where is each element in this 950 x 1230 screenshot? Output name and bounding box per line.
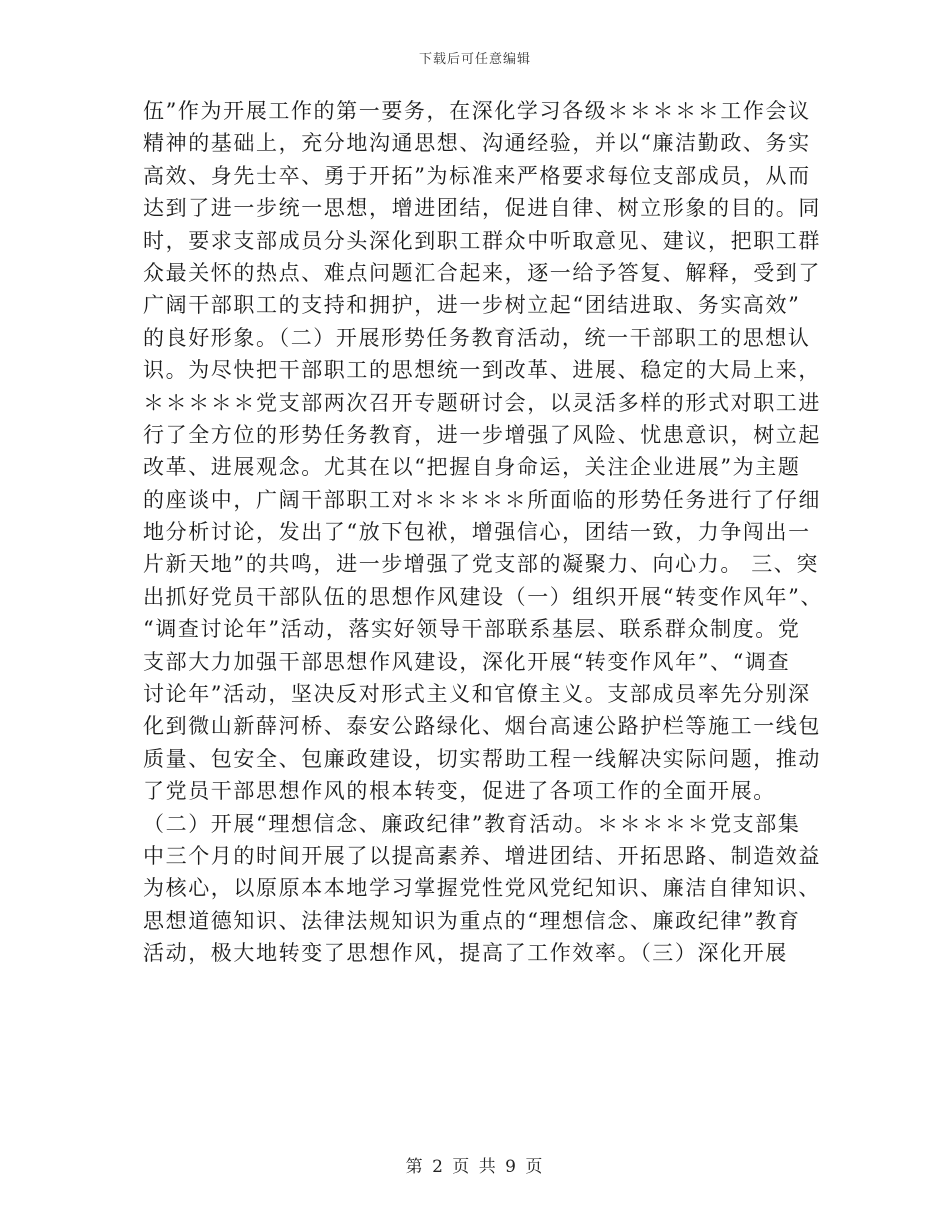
body-line: 行了全方位的形势任务教育，进一步增强了风险、忧患意识，树立起: [143, 422, 821, 447]
body-line: 广阔干部职工的支持和拥护，进一步树立起“团结进取、务实高效”: [143, 293, 801, 318]
body-line: 达到了进一步统一思想，增进团结，促进自律、树立形象的目的。同: [143, 196, 821, 221]
body-text: [143, 95, 823, 970]
body-line: 思想道德知识、法律法规知识为重点的“理想信念、廉政纪律”教育: [143, 908, 801, 933]
body-line: 中三个月的时间开展了以提高素养、增进团结、开拓思路、制造效益: [143, 843, 821, 868]
page-number-footer: 第 2 页 共 9 页: [405, 1157, 545, 1177]
body-line: 了党员干部思想作风的根本转变，促进了各项工作的全面开展。: [143, 779, 776, 804]
body-line: 众最关怀的热点、难点问题汇合起来，逐一给予答复、解释，受到了: [143, 260, 821, 285]
body-line: 活动，极大地转变了思想作风，提高了工作效率。（三）深化开展: [143, 941, 788, 966]
body-line: 支部大力加强干部思想作风建设，深化开展“转变作风年”、“调查: [143, 649, 791, 674]
body-line: 时，要求支部成员分头深化到职工群众中听取意见、建议，把职工群: [143, 228, 821, 253]
body-line: 质量、包安全、包廉政建设，切实帮助工程一线解决实际问题，推动: [143, 746, 821, 771]
body-line: 出抓好党员干部队伍的思想作风建设（一）组织开展“转变作风年”、: [143, 584, 824, 609]
body-line: 识。为尽快把干部职工的思想统一到改革、进展、稳定的大局上来，: [143, 358, 821, 383]
body-line: 为核心，以原原本本地学习掌握党性党风党纪知识、廉洁自律知识、: [143, 876, 821, 901]
body-line: 地分析讨论，发出了“放下包袱，增强信心，团结一致，力争闯出一: [143, 520, 811, 545]
body-line: 片新天地”的共鸣，进一步增强了党支部的凝聚力、向心力。 三、突: [143, 552, 820, 577]
body-line: 高效、身先士卒、勇于开拓”为标准来严格要求每位支部成员，从而: [143, 163, 811, 188]
page-header: 下载后可任意编辑: [418, 52, 531, 67]
body-line: 改革、进展观念。尤其在以“把握自身命运，关注企业进展”为主题: [143, 455, 801, 480]
body-line: 讨论年”活动，坚决反对形式主义和官僚主义。支部成员率先分别深: [143, 682, 811, 707]
body-line: 伍”作为开展工作的第一要务，在深化学习各级＊＊＊＊＊工作会议: [143, 99, 811, 123]
body-line: 精神的基础上，充分地沟通思想、沟通经验，并以“廉洁勤政、务实: [143, 131, 811, 156]
body-line: “调查讨论年”活动，落实好领导干部联系基层、联系群众制度。党: [143, 617, 801, 642]
body-line: （二）开展“理想信念、廉政纪律”教育活动。＊＊＊＊＊党支部集: [143, 811, 801, 836]
body-line: 化到微山新薛河桥、泰安公路绿化、烟台高速公路护栏等施工一线包: [143, 714, 821, 739]
body-line: 的座谈中，广阔干部职工对＊＊＊＊＊所面临的形势任务进行了仔细: [143, 487, 821, 512]
body-line: 的良好形象。（二）开展形势任务教育活动，统一干部职工的思想认: [143, 325, 811, 350]
body-line: ＊＊＊＊＊党支部两次召开专题研讨会，以灵活多样的形式对职工进: [143, 390, 821, 415]
